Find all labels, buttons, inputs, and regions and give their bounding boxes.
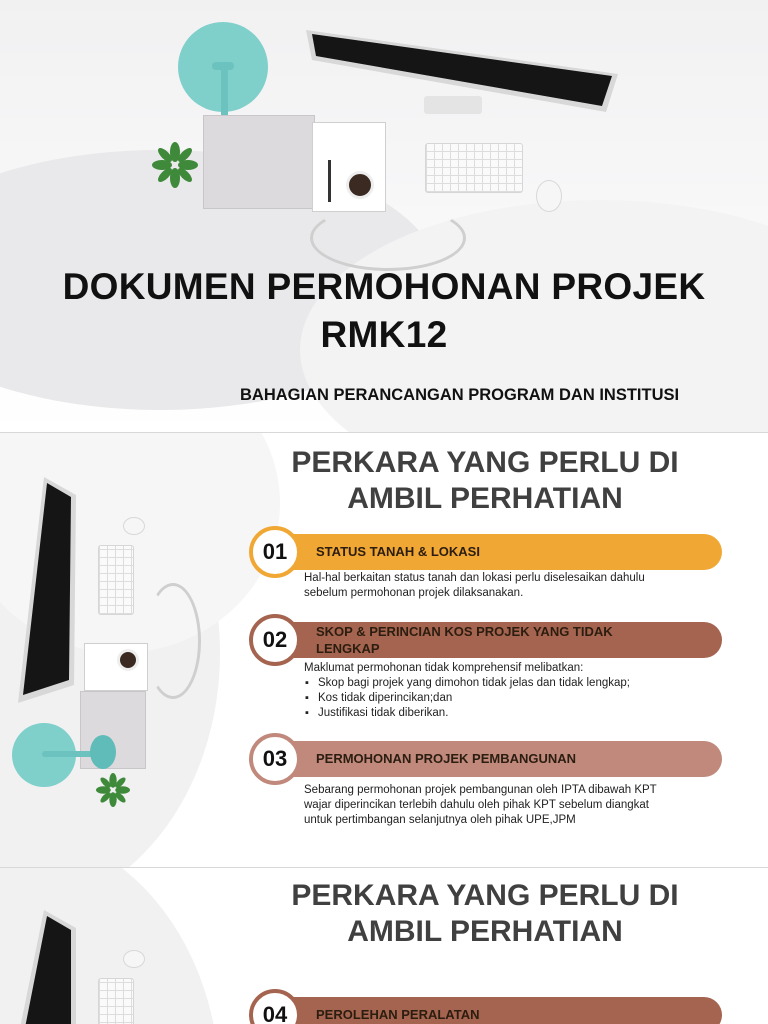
department-subtitle: BAHAGIAN PERANCANGAN PROGRAM DAN INSTITUSI [240, 386, 680, 404]
item-label: PERMOHONAN PROJEK PEMBANGUNAN [316, 751, 577, 766]
item-description: Hal-hal berkaitan status tanah dan lokasi perlu diselesaikan dahulu sebelum permohonan projek dilaksanakan. [304, 572, 645, 599]
mouse [536, 180, 562, 212]
item-description: Sebarang permohonan projek pembangunan oleh IPTA dibawah KPT wajar diperincikan terlebih dahulu oleh pihak KPT sebelum diangkat untuk pertimbangan selanjutnya oleh pihak UPE,JPM [304, 784, 657, 826]
list-item: ▪ Skop bagi projek yang dimohon tidak jelas dan tidak lengkap; [318, 676, 714, 691]
document-title-line2: RMK12 [320, 314, 448, 355]
title-slide [0, 0, 768, 432]
paper-sheet [312, 122, 386, 212]
document-title-line1: DOKUMEN PERMOHONAN PROJEK [62, 266, 706, 307]
item-description: Maklumat permohonan tidak komprehensif melibatkan: ▪ Skop bagi projek yang dimohon tidak jelas dan tidak lengkap; ▪ Kos tidak diperincikan;dan ▪ Justifikasi tidak diberikan. [304, 661, 714, 721]
item-number-badge: 04 [249, 989, 301, 1024]
item-number-badge: 03 [249, 733, 301, 785]
bullet-list [304, 676, 714, 721]
item-bar-04 [262, 997, 722, 1024]
mouse [123, 950, 145, 968]
mouse [123, 517, 145, 535]
section-heading-line2: AMBIL PERHATIAN [347, 915, 623, 948]
lamp-arm [212, 62, 234, 70]
plant-icon [152, 142, 198, 188]
monitor-stand [424, 96, 482, 114]
lamp-head [90, 735, 116, 769]
keyboard [425, 143, 523, 193]
list-item: ▪ Justifikasi tidak diberikan. [318, 706, 714, 721]
pen [328, 160, 331, 202]
coffee-cup [117, 649, 139, 671]
keyboard [98, 978, 134, 1024]
item-bar-02 [262, 622, 722, 658]
monitor-icon [14, 475, 80, 705]
item-bar-03 [262, 741, 722, 777]
notebook [203, 115, 315, 209]
coffee-cup [346, 171, 374, 199]
notes-slide [0, 433, 768, 867]
notes-slide-continued [0, 868, 768, 1024]
item-label: SKOP & PERINCIAN KOS PROJEK YANG TIDAK LENGKAP [316, 624, 613, 656]
list-item: ▪ Kos tidak diperincikan;dan [318, 691, 714, 706]
item-number-badge: 01 [249, 526, 301, 578]
item-label: STATUS TANAH & LOKASI [316, 544, 480, 559]
section-heading-line1: PERKARA YANG PERLU DI [291, 879, 679, 912]
item-number-badge: 02 [249, 614, 301, 666]
section-heading-line1: PERKARA YANG PERLU DI [291, 446, 679, 479]
chair [310, 205, 466, 271]
item-bar-01 [262, 534, 722, 570]
monitor-icon [14, 908, 80, 1024]
plant-icon [96, 773, 130, 807]
keyboard [98, 545, 134, 615]
chair [145, 583, 201, 699]
section-heading-line2: AMBIL PERHATIAN [347, 482, 623, 515]
item-label: PEROLEHAN PERALATAN [316, 1007, 480, 1022]
paper-sheet [84, 643, 148, 691]
